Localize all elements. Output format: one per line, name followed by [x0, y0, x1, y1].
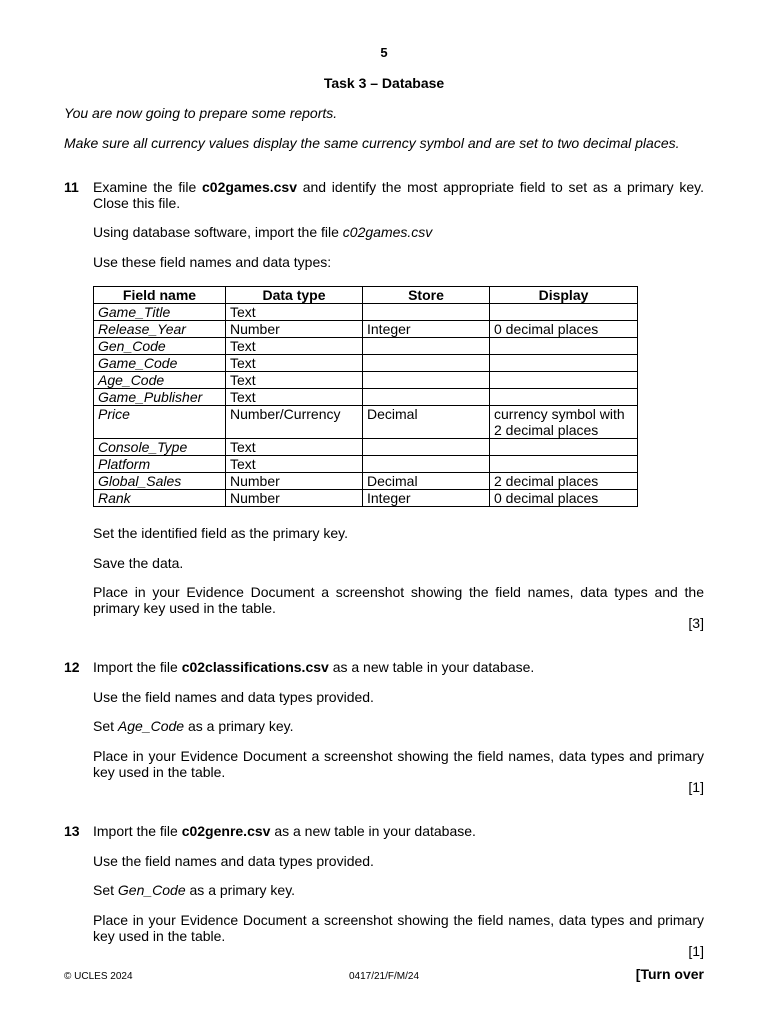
- table-row: [94, 355, 638, 372]
- q11-marks: [3]: [688, 615, 704, 631]
- cell-data-type: Text: [226, 456, 363, 473]
- cell-data-type: Text: [226, 355, 363, 372]
- cell-store: Decimal: [363, 406, 490, 439]
- cell-field-name: Global_Sales: [94, 473, 226, 490]
- cell-field-name: Game_Code: [94, 355, 226, 372]
- q13-marks: [1]: [688, 943, 704, 959]
- q11-instruction-4: Set the identified field as the primary key.: [93, 525, 348, 541]
- cell-field-name: Console_Type: [94, 439, 226, 456]
- cell-display: [490, 355, 638, 372]
- table-row: [94, 389, 638, 406]
- q12-instruction-2: Use the field names and data types provided.: [93, 689, 374, 705]
- cell-field-name: Release_Year: [94, 321, 226, 338]
- cell-store: Integer: [363, 321, 490, 338]
- table-row: [94, 321, 638, 338]
- cell-store: Integer: [363, 490, 490, 507]
- intro-line-1: You are now going to prepare some reports.: [64, 105, 338, 121]
- cell-display: [490, 304, 638, 321]
- cell-field-name: Platform: [94, 456, 226, 473]
- page-number: 5: [380, 45, 388, 60]
- q11-instruction-5: Save the data.: [93, 555, 184, 571]
- table-row: [94, 338, 638, 355]
- cell-field-name: Game_Publisher: [94, 389, 226, 406]
- cell-field-name: Price: [94, 406, 226, 439]
- cell-store: [363, 355, 490, 372]
- cell-data-type: Text: [226, 439, 363, 456]
- header-field-name: Field name: [94, 287, 226, 304]
- footer-turn-over: [Turn over: [635, 966, 704, 982]
- table-row: [94, 473, 638, 490]
- table-row: [94, 439, 638, 456]
- footer-copyright: © UCLES 2024: [64, 971, 133, 982]
- cell-field-name: Age_Code: [94, 372, 226, 389]
- q13-instruction-2: Use the field names and data types provided.: [93, 853, 374, 869]
- table-row: [94, 406, 638, 439]
- cell-display: [490, 372, 638, 389]
- cell-field-name: Gen_Code: [94, 338, 226, 355]
- cell-data-type: Text: [226, 389, 363, 406]
- cell-display: [490, 389, 638, 406]
- cell-store: [363, 372, 490, 389]
- cell-store: Decimal: [363, 473, 490, 490]
- q11-instruction-2: Using database software, import the file c02games.csv: [93, 224, 433, 240]
- cell-data-type: Number: [226, 473, 363, 490]
- q11-instruction-1: Examine the file c02games.csv and identify the most appropriate field to set as a primary key. Close this file.: [93, 179, 704, 211]
- table-header-row: [94, 287, 638, 304]
- cell-data-type: Number: [226, 490, 363, 507]
- header-display: Display: [490, 287, 638, 304]
- cell-data-type: Text: [226, 372, 363, 389]
- cell-data-type: Text: [226, 304, 363, 321]
- table-row: [94, 490, 638, 507]
- cell-display: 2 decimal places: [490, 473, 638, 490]
- cell-field-name: Rank: [94, 490, 226, 507]
- q11-instruction-6: Place in your Evidence Document a screenshot showing the field names, data types and the primary key used in the table.: [93, 584, 704, 616]
- cell-store: [363, 456, 490, 473]
- cell-store: [363, 439, 490, 456]
- table-row: [94, 304, 638, 321]
- header-data-type: Data type: [226, 287, 363, 304]
- q13-instruction-3: Set Gen_Code as a primary key.: [93, 882, 296, 898]
- cell-display: 0 decimal places: [490, 321, 638, 338]
- cell-display: [490, 338, 638, 355]
- cell-store: [363, 338, 490, 355]
- cell-data-type: Number/Currency: [226, 406, 363, 439]
- cell-data-type: Number: [226, 321, 363, 338]
- cell-field-name: Game_Title: [94, 304, 226, 321]
- intro-line-2: Make sure all currency values display the same currency symbol and are set to two decimal places.: [64, 135, 680, 151]
- q13-instruction-4: Place in your Evidence Document a screenshot showing the field names, data types and primary key used in the table.: [93, 912, 704, 944]
- question-13-number: 13: [64, 823, 80, 839]
- q12-instruction-1: Import the file c02classifications.csv as a new table in your database.: [93, 659, 535, 675]
- q13-instruction-1: Import the file c02genre.csv as a new table in your database.: [93, 823, 476, 839]
- task-title: Task 3 – Database: [323, 75, 445, 91]
- cell-data-type: Text: [226, 338, 363, 355]
- cell-store: [363, 304, 490, 321]
- q12-instruction-4: Place in your Evidence Document a screenshot showing the field names, data types and primary key used in the table.: [93, 748, 704, 780]
- cell-display: [490, 439, 638, 456]
- cell-display: [490, 456, 638, 473]
- table-row: [94, 456, 638, 473]
- q12-instruction-3: Set Age_Code as a primary key.: [93, 718, 294, 734]
- cell-display: 0 decimal places: [490, 490, 638, 507]
- table-row: [94, 372, 638, 389]
- cell-store: [363, 389, 490, 406]
- header-store: Store: [363, 287, 490, 304]
- q11-instruction-3: Use these field names and data types:: [93, 254, 332, 270]
- footer-paper-code: 0417/21/F/M/24: [348, 971, 420, 982]
- q12-marks: [1]: [688, 779, 704, 795]
- field-definitions-table: [93, 286, 638, 507]
- cell-display: currency symbol with 2 decimal places: [490, 406, 638, 439]
- question-12-number: 12: [64, 659, 80, 675]
- question-11-number: 11: [64, 179, 79, 195]
